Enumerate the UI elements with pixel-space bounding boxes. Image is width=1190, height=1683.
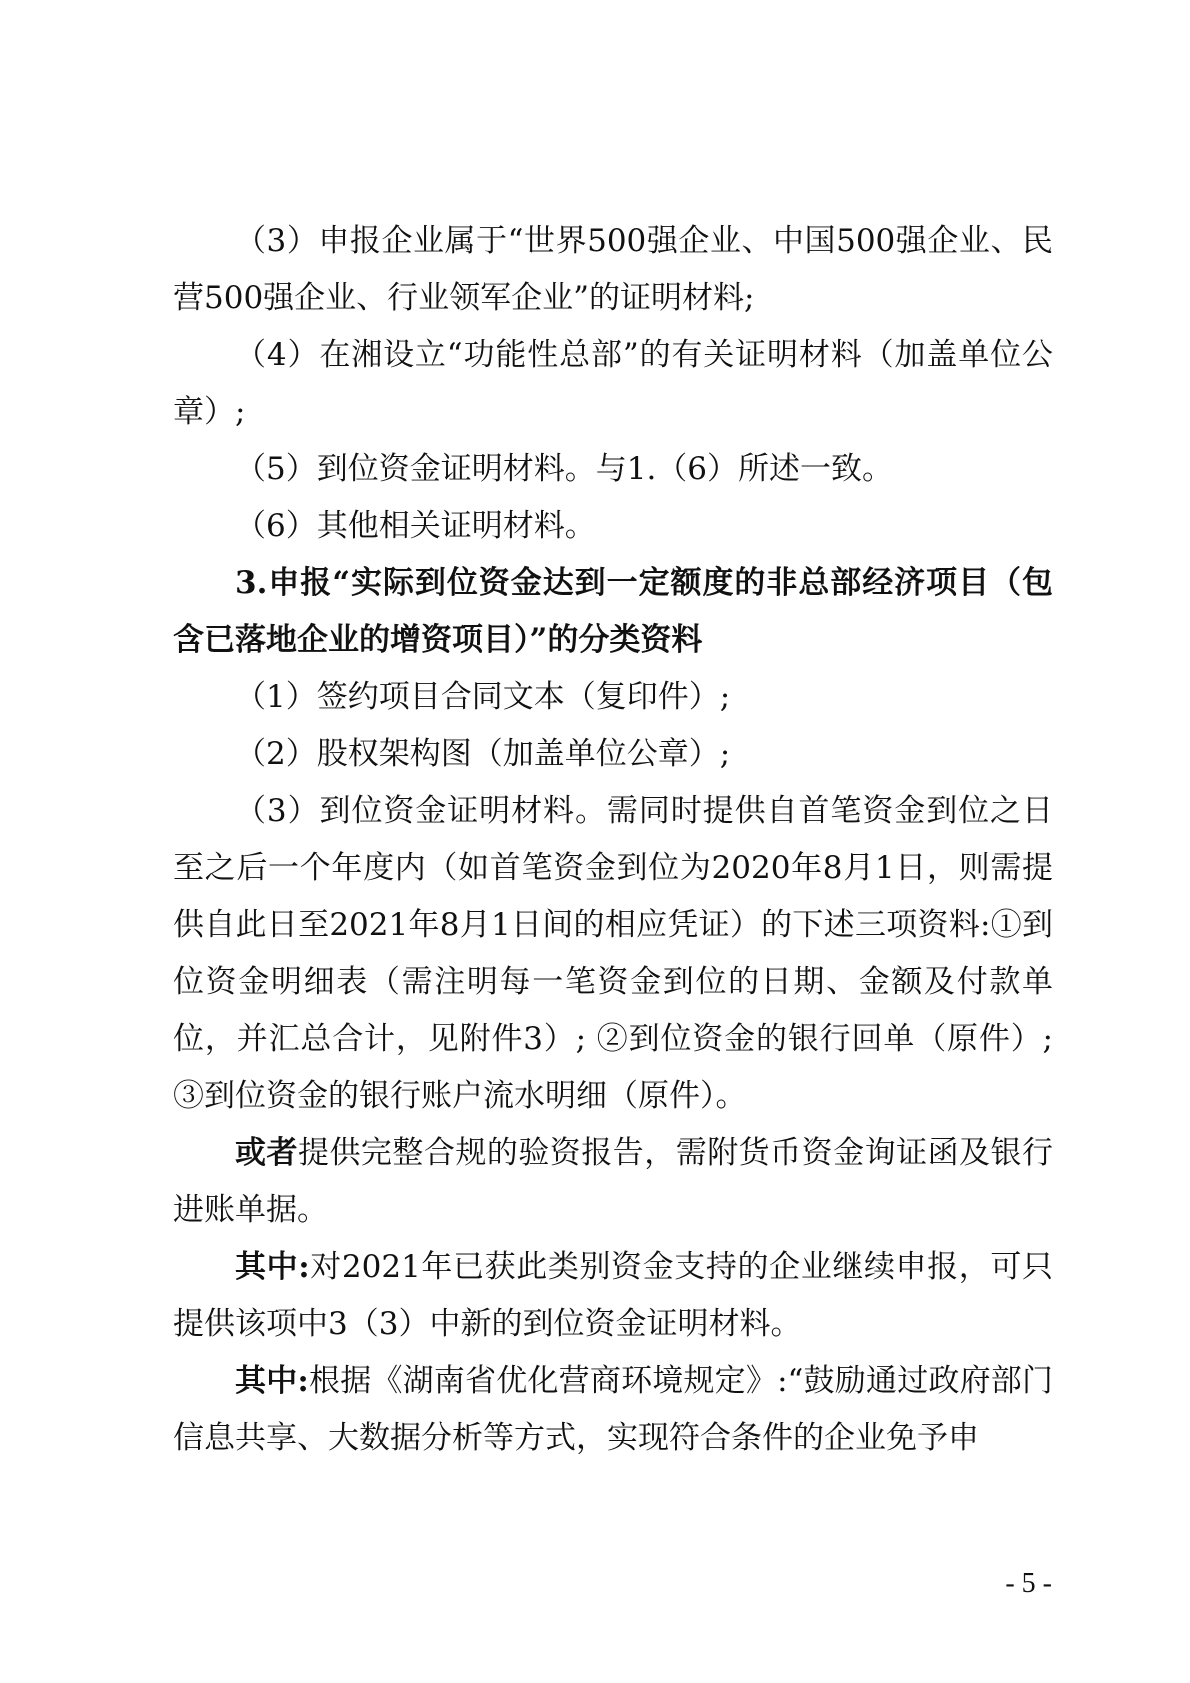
paragraph-item-4 — [173, 327, 1053, 441]
paragraph-item-6 — [173, 498, 1053, 555]
lead-text: 其中: — [235, 1363, 309, 1399]
section-heading-3 — [173, 555, 1053, 669]
paragraph-text: 提供完整合规的验资报告，需附货币资金询证函及银行进账单据。 — [173, 1135, 1054, 1228]
paragraph-text: （4）在湘设立“功能性总部”的有关证明材料（加盖单位公章）; — [173, 337, 1053, 430]
paragraph-funds-proof — [173, 783, 1053, 1125]
heading-text: 3.申报“实际到位资金达到一定额度的非总部经济项目（包含已落地企业的增资项目）”的分类资料 — [173, 565, 1053, 658]
paragraph-contract — [173, 669, 1053, 726]
lead-text: 其中: — [235, 1249, 310, 1285]
paragraph-text: （1）签约项目合同文本（复印件）; — [235, 679, 731, 715]
paragraph-text: （5）到位资金证明材料。与1.（6）所述一致。 — [235, 451, 894, 487]
lead-text: 或者 — [235, 1135, 298, 1171]
paragraph-text: 对2021年已获此类别资金支持的企业继续申报，可只提供该项中3（3）中新的到位资金证明材料。 — [173, 1249, 1053, 1342]
paragraph-text: （6）其他相关证明材料。 — [235, 508, 596, 544]
paragraph-text: （2）股权架构图（加盖单位公章）; — [235, 736, 731, 772]
paragraph-or — [173, 1125, 1053, 1239]
page-number: - 5 - — [1005, 1568, 1052, 1599]
paragraph-equity-chart — [173, 726, 1053, 783]
paragraph-among-2 — [173, 1353, 1053, 1467]
paragraph-item-3 — [173, 213, 1053, 327]
document-body — [173, 213, 1053, 1467]
paragraph-among-1 — [173, 1239, 1053, 1353]
paragraph-text: （3）到位资金证明材料。需同时提供自首笔资金到位之日至之后一个年度内（如首笔资金到位为2020年8月1日，则需提供自此日至2021年8月1日间的相应凭证）的下述三项资料:①到位资金明细表（需注明每一笔资金到位的日期、金额及付款单位，并汇总合计，见附件3）; ②到位资金的银行回单（原件）; ③到位资金的银行账户流水明细（原件）。 — [173, 793, 1053, 1114]
paragraph-text: 根据《湖南省优化营商环境规定》:“鼓励通过政府部门信息共享、大数据分析等方式，实现符合条件的企业免予申 — [173, 1363, 1053, 1456]
paragraph-text: （3）申报企业属于“世界500强企业、中国500强企业、民营500强企业、行业领军企业”的证明材料; — [173, 223, 1053, 316]
paragraph-item-5 — [173, 441, 1053, 498]
